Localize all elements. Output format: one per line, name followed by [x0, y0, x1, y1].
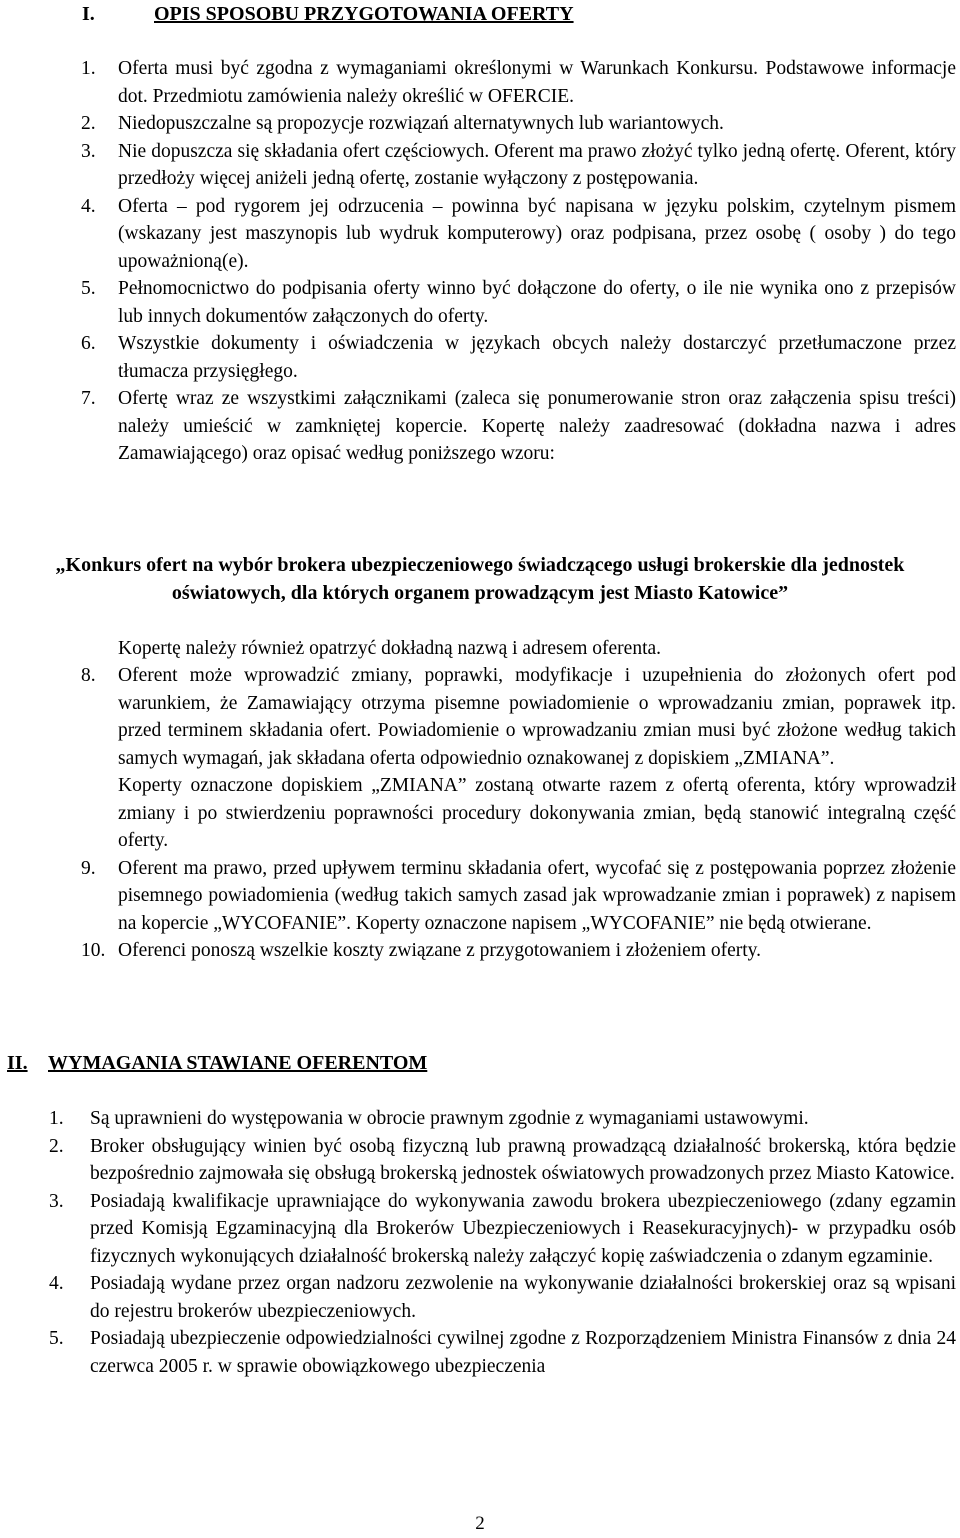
list-item: 8. Oferent może wprowadzić zmiany, poprawki, modyfikacje i uzupełnienia do złożonych ofert pod warunkiem, że Zamawiający otrzyma pisemne powiadomienie o wprowadzaniu zmian, poprawek itp. przed terminem składania ofert. Powiadomienie o wprowadzaniu zmian musi być złożone według takich samych wymagań, jak składana oferta odpowiednio oznakowanej z dopiskiem „ZMIANA”. Koperty oznaczone dopiskiem „ZMIANA” zostaną otwarte razem z ofertą oferenta, który wprowadził zmiany i po stwierdzeniu poprawności procedury dokonywania zmian, będą stanowić integralną część oferty. [81, 665, 956, 851]
section-2-label: II. [7, 1052, 28, 1074]
list-item: 2. Niedopuszczalne są propozycje rozwiązań alternatywnych lub wariantowych. [81, 113, 724, 134]
envelope-label-quote: „Konkurs ofert na wybór brokera ubezpieczeniowego świadczącego usługi brokerskie dla jednostek oświatowych, dla których organem prowadzącym jest Miasto Katowice” [55, 554, 905, 604]
list-item: 4. Oferta – pod rygorem jej odrzucenia – powinna być napisana w języku polskim, czytelnym pismem (wskazany jest maszynopis lub wydruk komputerowy) oraz podpisana, przez osobę ( osoby ) do tego upoważnioną(e). [81, 195, 956, 272]
envelope-note: Kopertę należy również opatrzyć dokładną nazwą i adresem oferenta. [118, 638, 662, 659]
section-1-list [81, 55, 956, 468]
page-number: 2 [475, 1513, 485, 1534]
list-item: 5. Pełnomocnictwo do podpisania oferty winno być dołączone do oferty, o ile nie wynika ono z przepisów lub innych dokumentów załączonych do oferty. [81, 278, 956, 327]
list-item: 9. Oferent ma prawo, przed upływem terminu składania ofert, wycofać się z postępowania poprzez złożenie pisemnego powiadomienia (według takich samych zasad jak wprowadzanie zmian i poprawek) z napisem na kopercie „WYCOFANIE”. Koperty oznaczone napisem „WYCOFANIE” nie będą otwierane. [81, 857, 956, 934]
section-2-title: WYMAGANIA STAWIANE OFERENTOM [48, 1052, 428, 1074]
section-1-title: OPIS SPOSOBU PRZYGOTOWANIA OFERTY [154, 3, 574, 25]
list-item: 7. Ofertę wraz ze wszystkimi załącznikami (zaleca się ponumerowanie stron oraz załączenia spisu treści) należy umieścić w zamkniętej kopercie. Kopertę należy zaadresować (dokładna nazwa i adres Zamawiającego) oraz opisać według poniższego wzoru: [81, 388, 956, 464]
section-2-list [49, 1105, 956, 1380]
list-item: 1. Są uprawnieni do występowania w obrocie prawnym zgodnie z wymaganiami ustawowymi. [49, 1108, 809, 1129]
section-1-heading [82, 2, 574, 26]
list-item: 4. Posiadają wydane przez organ nadzoru zezwolenie na wykonywanie działalności brokerskiej oraz są wpisani do rejestru brokerów ubezpieczeniowych. [49, 1273, 956, 1322]
section-1-label: I. [82, 3, 95, 25]
list-item: 1. Oferta musi być zgodna z wymaganiami określonymi w Warunkach Konkursu. Podstawowe informacje dot. Przedmiotu zamówienia należy określić w OFERCIE. [81, 58, 956, 107]
list-item: 3. Posiadają kwalifikacje uprawniające do wykonywania zawodu brokera ubezpieczeniowego (zdany egzamin przed Komisją Egzaminacyjną dla Brokerów Ubezpieczeniowych i Reasekuracyjnych)- w przypadku osób fizycznych wykonujących działalność brokerską należy załączyć kopię zaświadczenia o zdanym egzaminie. [49, 1190, 956, 1267]
list-item: 5. Posiadają ubezpieczenie odpowiedzialności cywilnej zgodne z Rozporządzeniem Ministra Finansów z dnia 24 czerwca 2005 r. w sprawie obowiązkowego ubezpieczenia [49, 1328, 956, 1377]
list-item: 2. Broker obsługujący winien być osobą fizyczną lub prawną prowadzącą działalność brokerską, która będzie bezpośrednio zajmowała się obsługą brokerską jednostek oświatowych prowadzonych przez Miasto Katowice. [49, 1135, 956, 1184]
section-2-heading [7, 1051, 427, 1075]
list-item: 6. Wszystkie dokumenty i oświadczenia w językach obcych należy dostarczyć przetłumaczone przez tłumacza przysięgłego. [81, 333, 956, 382]
list-item: 3. Nie dopuszcza się składania ofert częściowych. Oferent ma prawo złożyć tylko jedną ofertę. Oferent, który przedłoży więcej aniżeli jedną ofertę, zostanie wyłączony z postępowania. [81, 140, 956, 189]
section-1-list-continued [81, 662, 956, 965]
list-item: 10. Oferenci ponoszą wszelkie koszty związane z przygotowaniem i złożeniem oferty. [81, 940, 762, 961]
